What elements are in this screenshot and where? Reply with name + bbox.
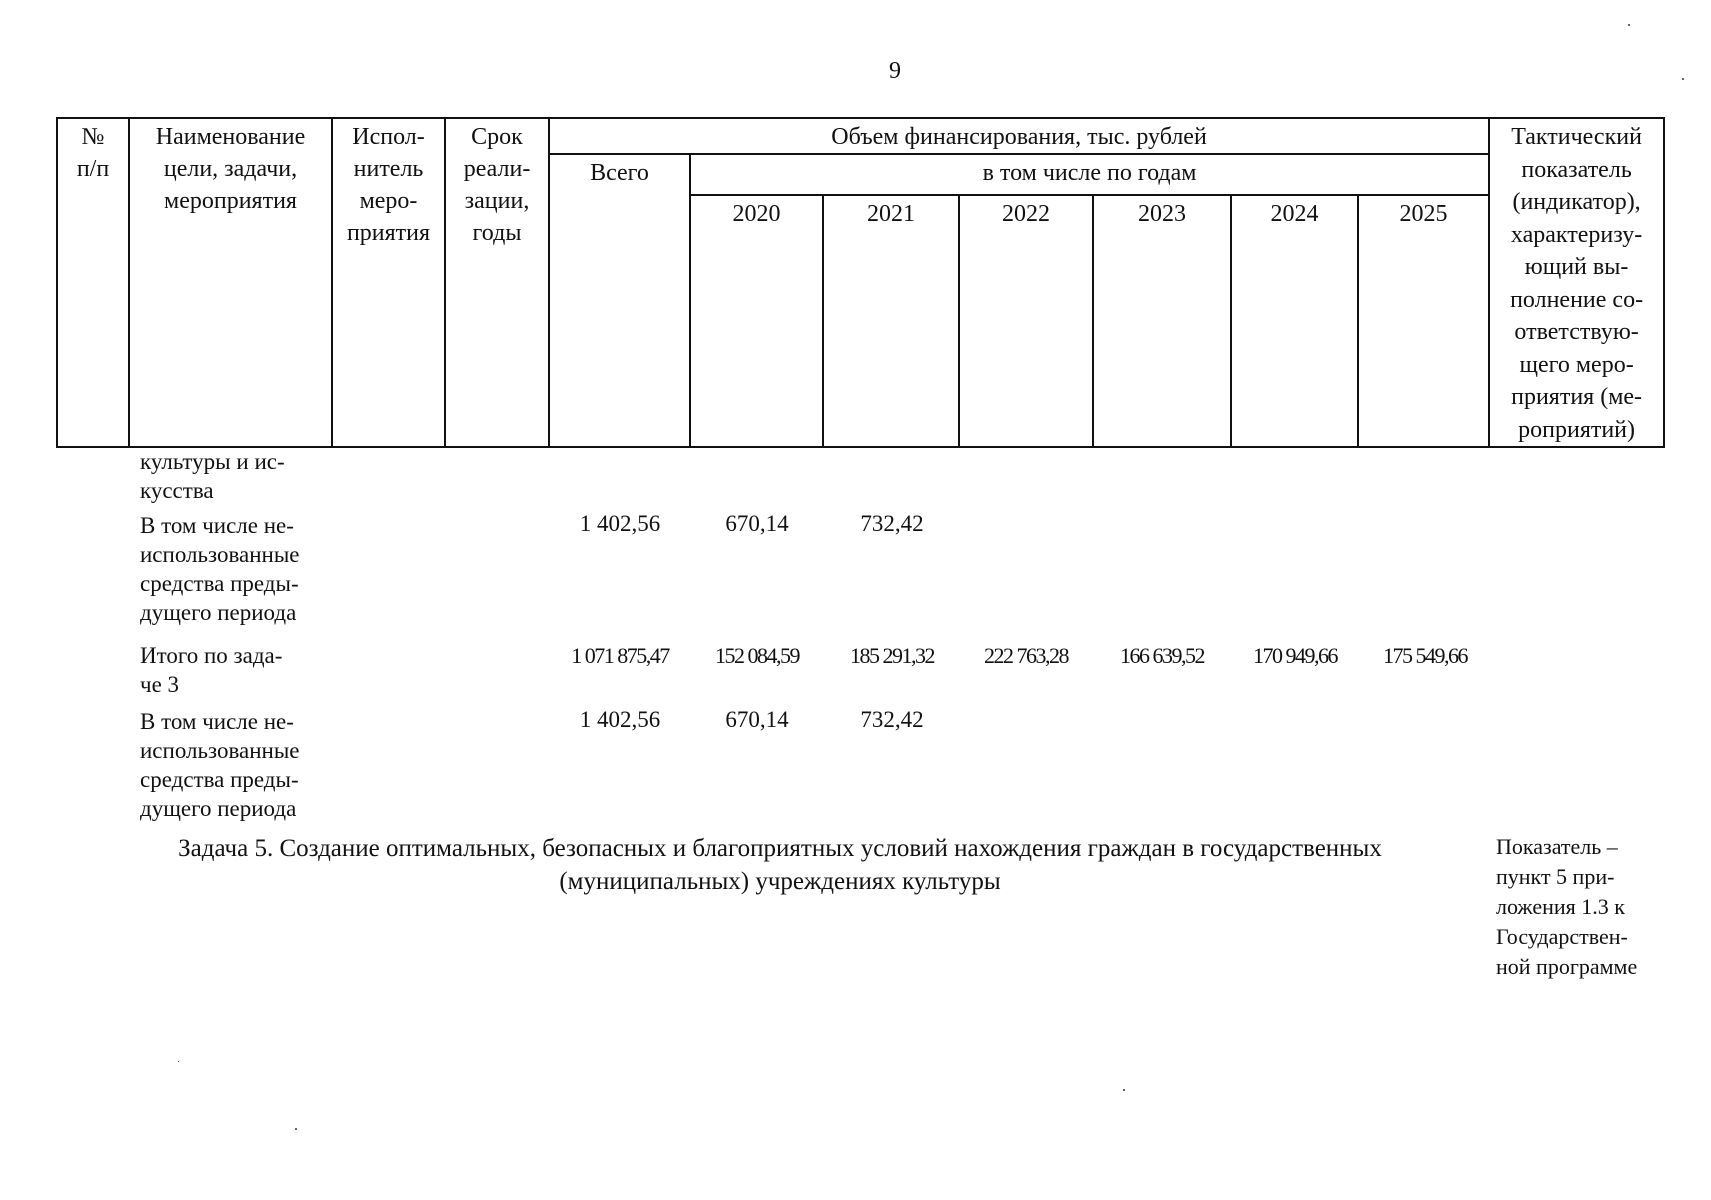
header-col-term: Срок реали- зации, годы	[445, 118, 549, 447]
scan-speck	[295, 1128, 297, 1130]
row-total: 1 402,56	[579, 511, 661, 536]
row-2023: 166 639,52	[1120, 643, 1204, 668]
header-by-years: в том числе по годам	[690, 154, 1489, 195]
scan-speck	[1682, 78, 1684, 80]
row-2024: 170 949,66	[1253, 643, 1337, 668]
row-2020: 152 084,59	[715, 643, 799, 668]
header-financing: Объем финансирования, тыс. рублей	[549, 118, 1489, 154]
row-name: В том числе не- использованные средства преды- дущего периода	[140, 513, 300, 625]
task5-indicator: Показатель – пункт 5 при- ложения 1.3 к Государствен- ной программе	[1496, 834, 1638, 979]
header-year-2024: 2024	[1231, 195, 1358, 448]
row-name: В том числе не- использованные средства преды- дущего периода	[140, 709, 300, 821]
header-col-executor: Испол- нитель меро- приятия	[332, 118, 445, 447]
header-col-number: № п/п	[57, 118, 129, 447]
header-year-2023: 2023	[1093, 195, 1231, 448]
row-2020: 670,14	[725, 707, 789, 732]
row-total: 1 071 875,47	[571, 643, 669, 668]
page-number: 9	[889, 58, 901, 84]
header-year-2025: 2025	[1358, 195, 1489, 448]
row-2020: 670,14	[725, 511, 789, 536]
row-name: культуры и ис- кусства	[140, 449, 285, 503]
header-col-indicator: Тактический показатель (индикатор), характеризу- ющий вы- полнение со- ответствую- щего меро- приятия (ме- роприятий)	[1489, 118, 1664, 447]
row-2021: 185 291,32	[850, 643, 934, 668]
scan-speck	[178, 1061, 179, 1062]
row-total: 1 402,56	[579, 707, 661, 732]
header-year-2021: 2021	[823, 195, 959, 448]
row-2021: 732,42	[860, 707, 924, 732]
row-2022: 222 763,28	[984, 643, 1068, 668]
scan-speck	[1123, 1089, 1125, 1091]
task5-title: Задача 5. Создание оптимальных, безопасных и благоприятных условий нахождения граждан в государственных (муниципальных) учреждениях культуры	[178, 835, 1382, 895]
row-name: Итого по зада- че 3	[140, 643, 283, 697]
row-2025: 175 549,66	[1383, 643, 1467, 668]
header-year-2020: 2020	[690, 195, 823, 448]
header-year-2022: 2022	[959, 195, 1093, 448]
header-total: Всего	[549, 154, 690, 447]
header-col-name: Наименование цели, задачи, мероприятия	[129, 118, 332, 447]
row-2021: 732,42	[860, 511, 924, 536]
scan-speck	[1628, 24, 1630, 26]
